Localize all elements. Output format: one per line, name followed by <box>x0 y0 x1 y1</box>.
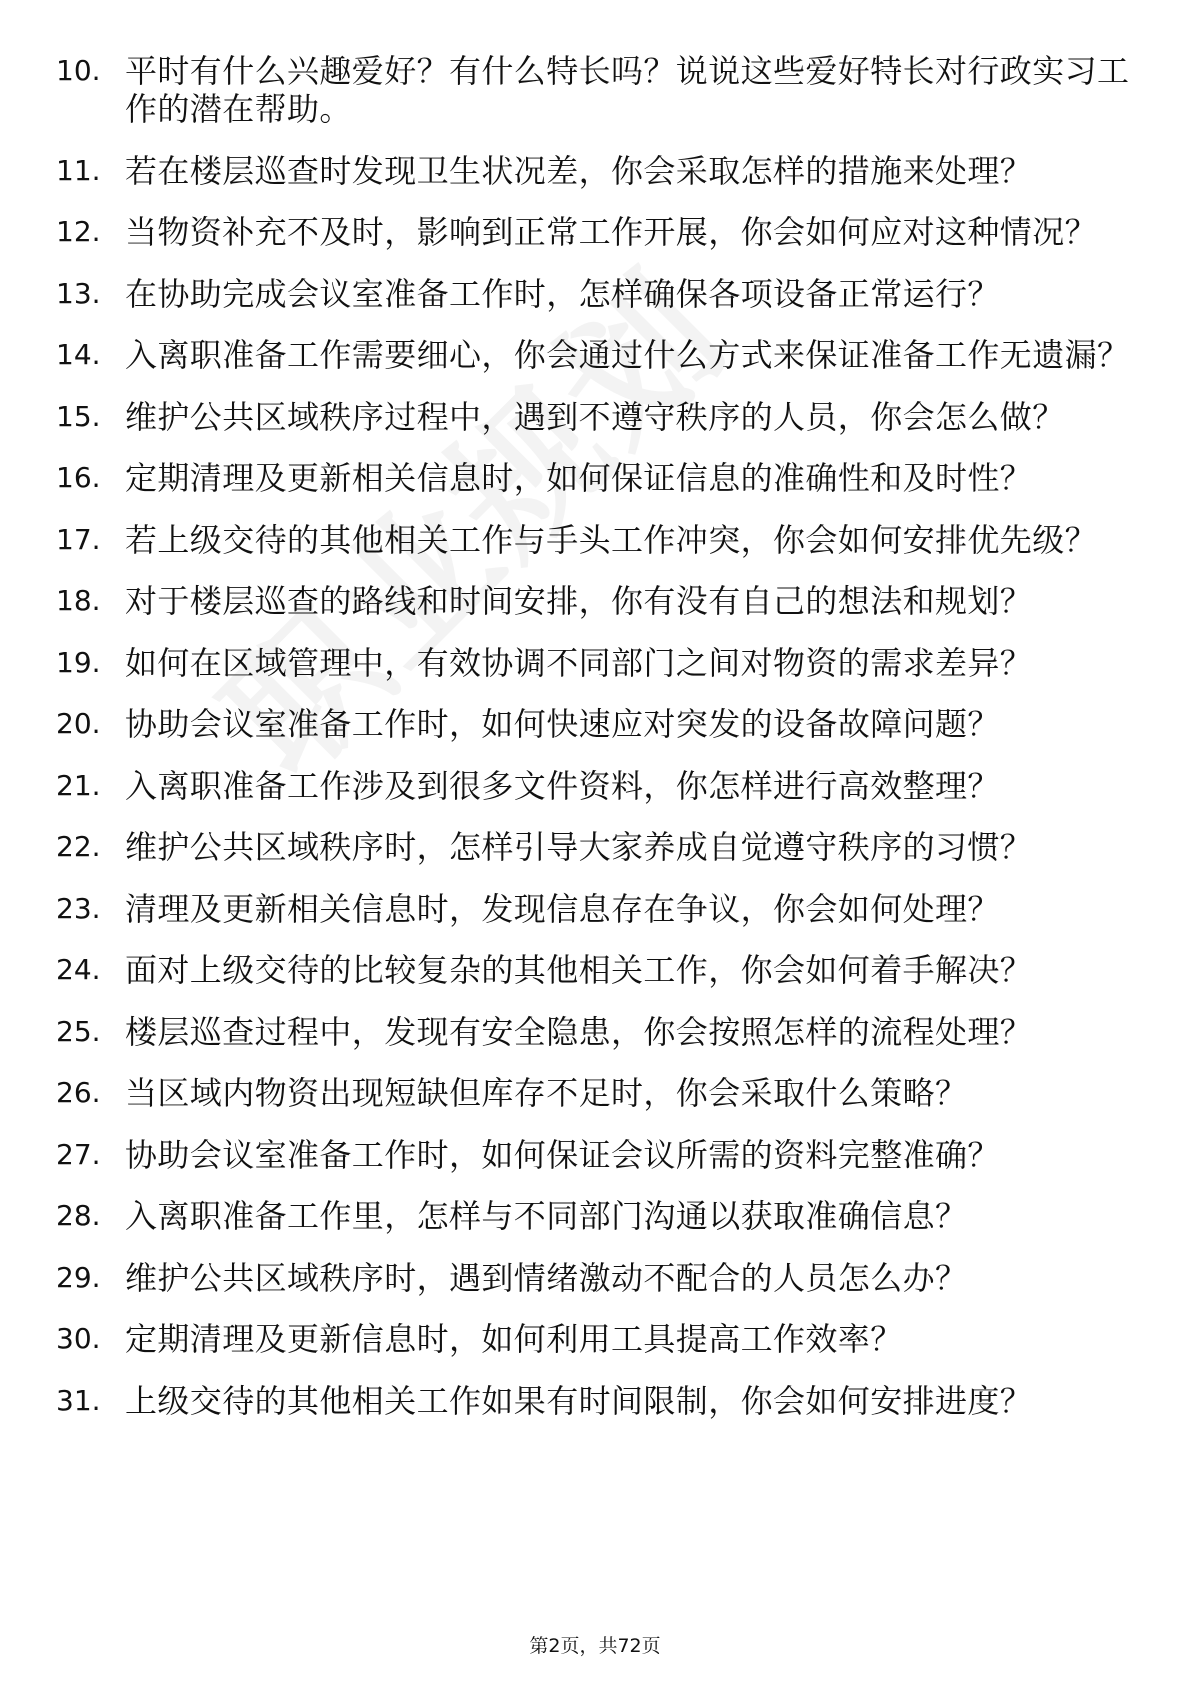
question-text: 若上级交待的其他相关工作与手头工作冲突，你会如何安排优先级？ <box>125 520 1098 559</box>
question-item <box>56 459 1136 497</box>
question-item <box>56 705 1136 743</box>
question-item <box>56 582 1136 620</box>
question-number: 14. <box>56 338 101 371</box>
question-number: 11. <box>56 153 101 187</box>
question-number: 29. <box>56 1260 101 1294</box>
question-item <box>56 1320 1136 1358</box>
question-text: 协助会议室准备工作时，如何保证会议所需的资料完整准确？ <box>125 1135 1000 1174</box>
question-item <box>56 521 1136 559</box>
question-item <box>56 275 1136 313</box>
question-number: 18. <box>56 584 101 617</box>
question-list <box>56 52 1136 1443</box>
question-text: 定期清理及更新相关信息时，如何保证信息的准确性和及时性？ <box>125 459 1033 497</box>
question-text: 维护公共区域秩序时，怎样引导大家养成自觉遵守秩序的习惯？ <box>125 828 1033 866</box>
question-number: 21. <box>56 768 101 802</box>
question-text: 若在楼层巡查时发现卫生状况差，你会采取怎样的措施来处理？ <box>125 151 1033 190</box>
question-number: 19. <box>56 645 101 679</box>
question-text: 清理及更新相关信息时，发现信息存在争议，你会如何处理？ <box>125 889 1000 928</box>
question-text: 对于楼层巡查的路线和时间安排，你有没有自己的想法和规划？ <box>125 582 1033 620</box>
question-number: 24. <box>56 953 101 986</box>
question-number: 10. <box>56 54 101 87</box>
question-number: 25. <box>56 1014 101 1048</box>
question-text: 当区域内物资出现短缺但库存不足时，你会采取什么策略？ <box>125 1074 968 1112</box>
question-item <box>56 52 1136 128</box>
question-number: 16. <box>56 461 101 494</box>
question-number: 13. <box>56 276 101 310</box>
question-item <box>56 828 1136 866</box>
question-number: 30. <box>56 1322 101 1355</box>
question-text: 如何在区域管理中，有效协调不同部门之间对物资的需求差异？ <box>125 643 1033 682</box>
question-number: 15. <box>56 399 101 433</box>
question-number: 22. <box>56 830 101 863</box>
question-item <box>56 1013 1136 1051</box>
question-item <box>56 951 1136 989</box>
question-number: 31. <box>56 1383 101 1417</box>
question-item <box>56 1259 1136 1297</box>
question-text: 入离职准备工作需要细心，你会通过什么方式来保证准备工作无遗漏？ <box>125 336 1130 374</box>
question-number: 27. <box>56 1137 101 1171</box>
question-item <box>56 1382 1136 1420</box>
question-item <box>56 767 1136 805</box>
question-number: 17. <box>56 522 101 556</box>
question-text: 平时有什么兴趣爱好？有什么特长吗？说说这些爱好特长对行政实习工作的潜在帮助。 <box>125 52 1130 128</box>
question-item <box>56 1074 1136 1112</box>
question-text: 上级交待的其他相关工作如果有时间限制，你会如何安排进度？ <box>125 1381 1033 1420</box>
question-text: 协助会议室准备工作时，如何快速应对突发的设备故障问题？ <box>125 705 1000 743</box>
question-item <box>56 644 1136 682</box>
question-text: 楼层巡查过程中，发现有安全隐患，你会按照怎样的流程处理？ <box>125 1012 1033 1051</box>
question-item <box>56 1197 1136 1235</box>
question-item <box>56 213 1136 251</box>
question-number: 26. <box>56 1076 101 1109</box>
question-text: 面对上级交待的比较复杂的其他相关工作，你会如何着手解决？ <box>125 951 1033 989</box>
question-text: 定期清理及更新信息时，如何利用工具提高工作效率？ <box>125 1320 903 1358</box>
question-item <box>56 336 1136 374</box>
question-text: 当物资补充不及时，影响到正常工作开展，你会如何应对这种情况？ <box>125 213 1098 251</box>
question-number: 23. <box>56 891 101 925</box>
question-item <box>56 1136 1136 1174</box>
question-text: 入离职准备工作涉及到很多文件资料，你怎样进行高效整理？ <box>125 766 1000 805</box>
question-number: 12. <box>56 215 101 248</box>
question-number: 20. <box>56 707 101 740</box>
question-item <box>56 152 1136 190</box>
question-text: 在协助完成会议室准备工作时，怎样确保各项设备正常运行？ <box>125 274 1000 313</box>
question-text: 维护公共区域秩序过程中，遇到不遵守秩序的人员，你会怎么做？ <box>125 397 1065 436</box>
question-item <box>56 890 1136 928</box>
question-text: 入离职准备工作里，怎样与不同部门沟通以获取准确信息？ <box>125 1197 968 1235</box>
question-item <box>56 398 1136 436</box>
question-number: 28. <box>56 1199 101 1232</box>
page-footer: 第2页，共72页 <box>529 1635 661 1657</box>
question-text: 维护公共区域秩序时，遇到情绪激动不配合的人员怎么办？ <box>125 1258 968 1297</box>
